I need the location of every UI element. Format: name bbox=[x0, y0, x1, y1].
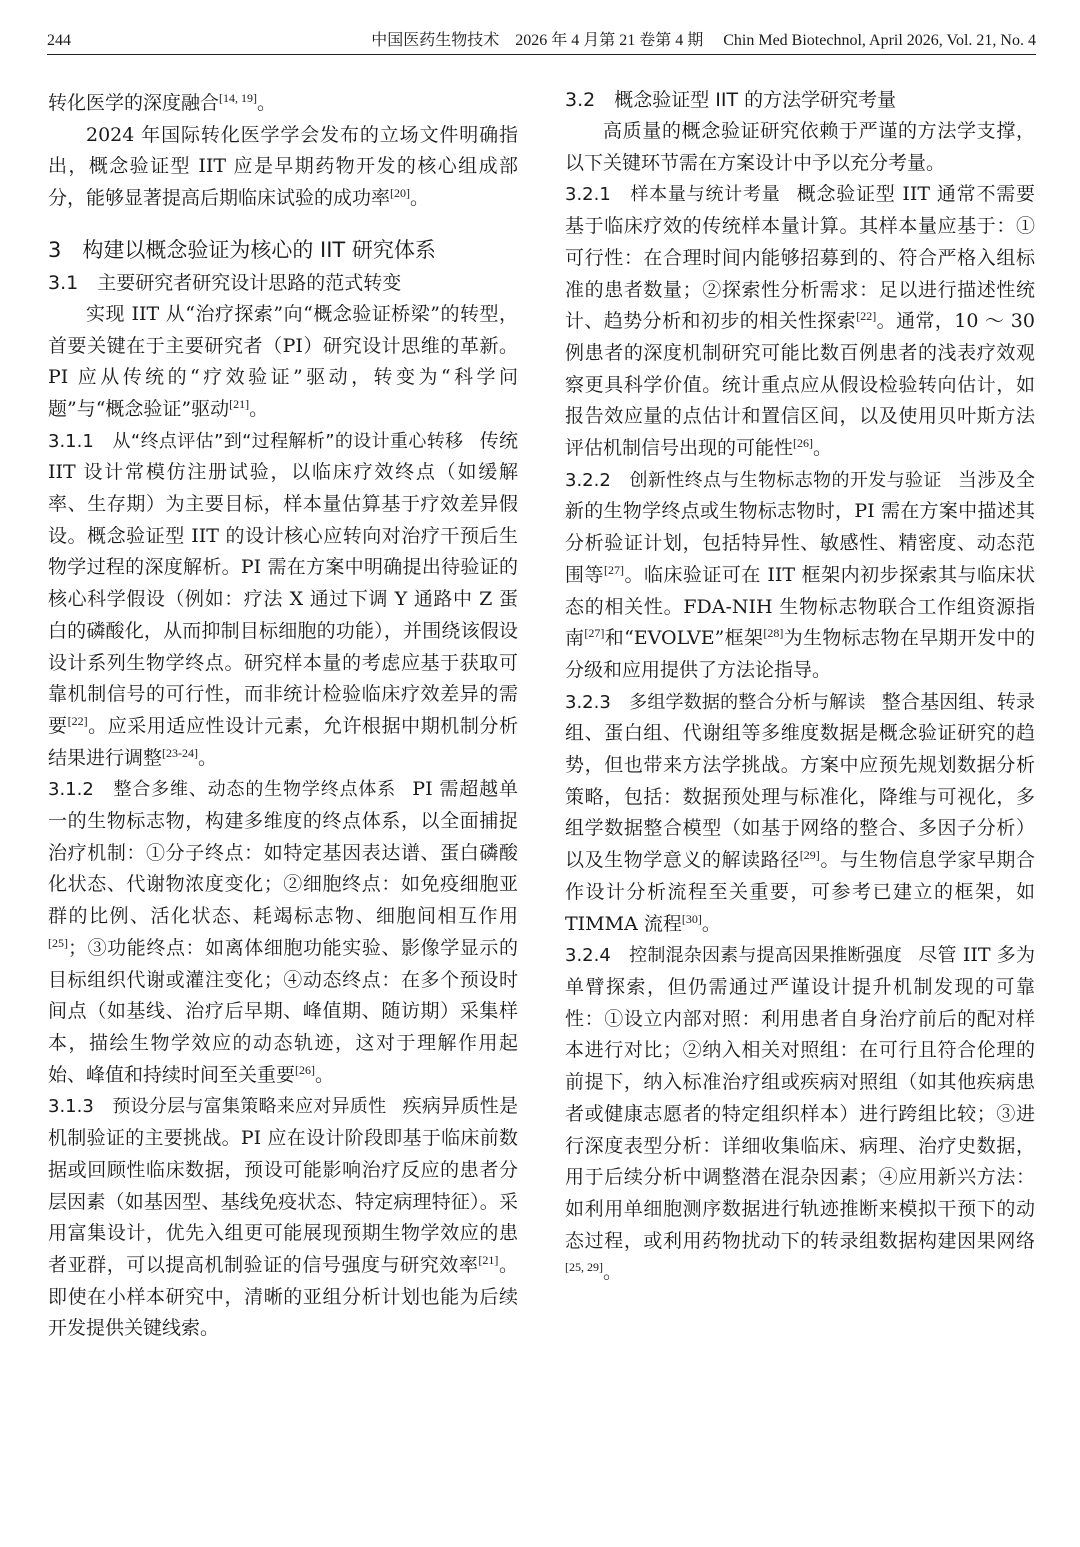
subsection-heading: 3.2 概念验证型 IIT 的方法学研究考量 bbox=[565, 89, 897, 111]
subsubsection-heading: 3.1.2 整合多维、动态的生物学终点体系 bbox=[48, 779, 397, 801]
citation: [23-24] bbox=[162, 745, 199, 760]
subsubsection-3-1-2: 3.1.2 整合多维、动态的生物学终点体系 PI 需超越单一的生物标志物，构建多维度的终点体系，以全面捕捉治疗机制：①分子终点：如特定基因表达谱、蛋白磷酸化状态、代谢物浓度变化；②细胞终点：如免疫细胞亚群的比例、活化状态、耗竭标志物、细胞间相互作用[25]；③功能终点：如离体细胞功能实验、影像学显示的目标组织代谢或灌注变化；④动态终点：在多个预设时间点（如基线、治疗后早期、峰值期、随访期）采集样本，描绘生物学效应的动态轨迹，这对于理解作用起始、峰值和持续时间至关重要[26]。 bbox=[48, 778, 518, 1086]
subsubsection-heading: 3.1.1 从“终点评估”到“过程解析”的设计重心转移 bbox=[48, 430, 464, 452]
citation: [30] bbox=[681, 911, 702, 926]
left-column bbox=[48, 88, 518, 1345]
subsubsection-3-2-2: 3.2.2 创新性终点与生物标志物的开发与验证 当涉及全新的生物学终点或生物标志物时，PI 需在方案中描述其分析验证计划，包括特异性、敏感性、精密度、动态范围等[27]。临床验证可在 IIT 框架内初步探索其与临床状态的相关性。FDA-NIH 生物标志物联合工作组资源指南[27]和“EVOLVE”框架[28]为生物标志物在早期开发中的分级和应用提供了方法论指导。 bbox=[565, 468, 1035, 681]
subsection-heading: 3.1 主要研究者研究设计思路的范式转变 bbox=[48, 271, 402, 294]
citation: [26] bbox=[793, 436, 814, 451]
page-number: 244 bbox=[47, 32, 71, 49]
citation: [22] bbox=[67, 713, 88, 728]
subsubsection-3-1-1: 3.1.1 从“终点评估”到“过程解析”的设计重心转移 传统 IIT 设计常模仿注册试验，以临床疗效终点（如缓解率、生存期）为主要目标，样本量估算基于疗效差异假设。概念验证型 IIT 的设计核心应转向对治疗干预后生物学过程的深度解析。PI 需在方案中明确提出待验证的核心科学假设（例如：疗法 X 通过下调 Y 通路中 Z 蛋白的磷酸化，从而抑制目标细胞的功能），并围绕该假设设计系列生物学终点。研究样本量的考虑应基于获取可靠机制信号的可行性，而非统计检验临床疗效差异的需要[22]。应采用适应性设计元素，允许根据中期机制分析结果进行调整[23-24]。 bbox=[48, 429, 518, 769]
subsubsection-heading: 3.1.3 预设分层与富集策略来应对异质性 bbox=[48, 1096, 387, 1118]
paragraph: 转化医学的深度融合[14, 19]。 bbox=[48, 91, 277, 114]
subsubsection-3-2-4: 3.2.4 控制混杂因素与提高因果推断强度 尽管 IIT 多为单臂探索，但仍需通过严谨设计提升机制发现的可靠性：①设立内部对照：利用患者自身治疗前后的配对样本进行对比；②纳入相关对照组：在可行且符合伦理的前提下，纳入标准治疗组或疾病对照组（如其他疾病患者或健康志愿者的特定组织样本）进行跨组比较；③进行深度表型分析：详细收集临床、病理、治疗史数据，用于后续分析中调整潜在混杂因素；④应用新兴方法：如利用单细胞测序数据进行轨迹推断来模拟干预下的动态过程，或利用药物扰动下的转录组数据构建因果网络[25, 29]。 bbox=[565, 944, 1035, 1284]
paragraph: 实现 IIT 从“治疗探索”向“概念验证桥梁”的转型，首要关键在于主要研究者（PI）研究设计思维的革新。PI 应从传统的“疗效验证”驱动，转变为“科学问题”与“概念验证”驱动[21]。 bbox=[48, 302, 518, 420]
subsubsection-3-2-1: 3.2.1 样本量与统计考量 概念验证型 IIT 通常不需要基于临床疗效的传统样本量计算。其样本量应基于：①可行性：在合理时间内能够招募到的、符合严格入组标准的患者数量；②探索性分析需求：足以进行描述性统计、趋势分析和初步的相关性探索[22]。通常，10 ～ 30 例患者的深度机制研究可能比数百例患者的浅表疗效观察更具科学价值。统计重点应从假设检验转向估计，如报告效应量的点估计和置信区间，以及使用贝叶斯方法评估机制信号出现的可能性[26]。 bbox=[565, 183, 1035, 460]
citation: [26] bbox=[295, 1062, 316, 1077]
subsubsection-heading: 3.2.3 多组学数据的整合分析与解读 bbox=[565, 691, 866, 713]
right-column bbox=[565, 88, 1035, 1289]
paragraph: 高质量的概念验证研究依赖于严谨的方法学支撑，以下关键环节需在方案设计中予以充分考量。 bbox=[565, 120, 1035, 174]
subsubsection-heading: 3.2.2 创新性终点与生物标志物的开发与验证 bbox=[565, 469, 942, 491]
subsubsection-heading: 3.2.4 控制混杂因素与提高因果推断强度 bbox=[565, 945, 903, 967]
header-rule bbox=[47, 54, 1036, 55]
citation: [21] bbox=[478, 1252, 499, 1267]
citation: [22] bbox=[856, 309, 877, 324]
citation: [27] bbox=[584, 626, 605, 641]
subsubsection-3-2-3: 3.2.3 多组学数据的整合分析与解读 整合基因组、转录组、蛋白组、代谢组等多维度数据是概念验证研究的趋势，但也带来方法学挑战。方案中应预先规划数据分析策略，包括：数据预处理与标准化，降维与可视化，多组学数据整合模型（如基于网络的整合、多因子分析）以及生物学意义的解读路径[29]。与生物信息学家早期合作设计分析流程至关重要，可参考已建立的框架，如 TIMMA 流程[30]。 bbox=[565, 690, 1035, 935]
citation: [20] bbox=[390, 186, 411, 201]
subsubsection-heading: 3.2.1 样本量与统计考量 bbox=[565, 184, 781, 206]
citation: [21] bbox=[229, 396, 250, 411]
citation: [25] bbox=[48, 935, 68, 950]
citation: [28] bbox=[763, 626, 784, 641]
citation: [29] bbox=[799, 848, 820, 863]
running-header bbox=[47, 30, 1036, 52]
journal-citation: 中国医药生物技术 2026 年 4 月第 21 卷第 4 期 Chin Med Biotechnol, April 2026, Vol. 21, No. 4 bbox=[371, 32, 1036, 49]
paragraph: 2024 年国际转化医学学会发布的立场文件明确指出，概念验证型 IIT 应是早期药物开发的核心组成部分，能够显著提高后期临床试验的成功率[20]。 bbox=[48, 123, 518, 210]
subsubsection-3-1-3: 3.1.3 预设分层与富集策略来应对异质性 疾病异质性是机制验证的主要挑战。PI 应在设计阶段即基于临床前数据或回顾性临床数据，预设可能影响治疗反应的患者分层因素（如基因型、基线免疫状态、特定病理特征）。采用富集设计，优先入组更可能展现预期生物学效应的患者亚群，可以提高机制验证的信号强度与研究效率[21]。即使在小样本研究中，清晰的亚组分析计划也能为后续开发提供关键线索。 bbox=[48, 1095, 518, 1340]
citation: [27] bbox=[603, 562, 624, 577]
citation: [25, 29] bbox=[565, 1260, 603, 1275]
citation: [14, 19] bbox=[219, 91, 258, 105]
section-heading: 3 构建以概念验证为核心的 IIT 研究体系 bbox=[48, 237, 436, 262]
